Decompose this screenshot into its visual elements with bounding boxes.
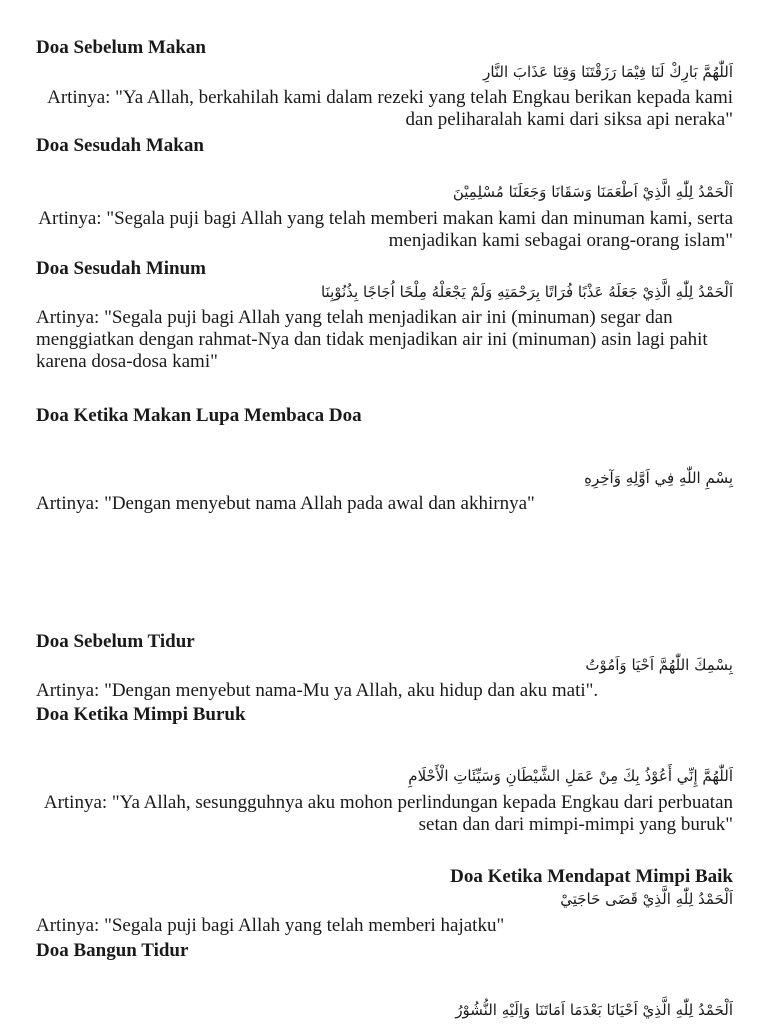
heading-doa-lupa-membaca-doa: Doa Ketika Makan Lupa Membaca Doa	[36, 405, 362, 426]
arabic-doa-bangun-tidur: اَلْحَمْدُ لِلّٰهِ الَّذِيْ اَحْيَانَا بَعْدَمَا اَمَاتَنَا وَاِلَيْهِ النُّشُوْرُ	[455, 1001, 733, 1019]
translation-doa-mimpi-baik: Artinya: "Segala puji bagi Allah yang telah memberi hajatku"	[36, 915, 505, 936]
arabic-doa-lupa-membaca-doa: بِسْمِ اللّٰهِ فِي اَوَّلِهِ وَآخِرِهِ	[584, 469, 733, 487]
heading-doa-bangun-tidur: Doa Bangun Tidur	[36, 940, 189, 961]
arabic-doa-sebelum-makan: اَللّٰهُمَّ بَارِكْ لَنَا فِيْمَا رَزَقْتَنَا وَقِنَا عَذَابَ النَّارِ	[483, 63, 733, 81]
translation-doa-sesudah-minum: Artinya: "Segala puji bagi Allah yang telah menjadikan air ini (minuman) segar dan menggiatkan dengan rahmat-Nya dan tidak menjadikan air ini (minuman) asin lagi pahit karena dosa-dosa kami"	[36, 307, 708, 372]
heading-doa-mimpi-baik: Doa Ketika Mendapat Mimpi Baik	[450, 866, 733, 887]
heading-doa-mimpi-buruk: Doa Ketika Mimpi Buruk	[36, 704, 246, 725]
translation-doa-sesudah-makan: Artinya: "Segala puji bagi Allah yang telah memberi makan kami dan minuman kami, serta menjadikan kami sebagai orang-orang islam"	[38, 208, 733, 251]
translation-doa-sebelum-makan: Artinya: "Ya Allah, berkahilah kami dalam rezeki yang telah Engkau berikan kepada kami dan peliharalah kami dari siksa api neraka"	[47, 87, 733, 130]
translation-doa-lupa-membaca-doa: Artinya: "Dengan menyebut nama Allah pada awal dan akhirnya"	[36, 493, 535, 514]
arabic-doa-sesudah-makan: اَلْحَمْدُ لِلّٰهِ الَّذِيْ اَطْعَمَنَا وَسَقَانَا وَجَعَلَنَا مُسْلِمِيْنَ	[452, 183, 733, 201]
arabic-doa-sebelum-tidur: بِسْمِكَ اللّٰهُمَّ اَحْيَا وَاَمُوْتُ	[585, 656, 733, 674]
arabic-doa-mimpi-buruk: اَللّٰهُمَّ إِنِّي أَعُوْذُ بِكَ مِنْ عَمَلِ الشَّيْطَانِ وَسَيِّئَاتِ الْأَحْلَامِ	[408, 767, 733, 785]
heading-doa-sebelum-tidur: Doa Sebelum Tidur	[36, 631, 195, 652]
heading-doa-sesudah-makan: Doa Sesudah Makan	[36, 135, 204, 156]
heading-doa-sesudah-minum: Doa Sesudah Minum	[36, 258, 206, 279]
arabic-doa-mimpi-baik: اَلْحَمْدُ لِلّٰهِ الَّذِيْ قَضَى حَاجَتِيْ	[560, 890, 733, 908]
heading-doa-sebelum-makan: Doa Sebelum Makan	[36, 37, 206, 58]
translation-doa-mimpi-buruk: Artinya: "Ya Allah, sesungguhnya aku mohon perlindungan kepada Engkau dari perbuatan setan dan dari mimpi-mimpi yang buruk"	[43, 792, 733, 835]
translation-doa-sebelum-tidur: Artinya: "Dengan menyebut nama-Mu ya Allah, aku hidup dan aku mati".	[36, 680, 599, 701]
arabic-doa-sesudah-minum: اَلْحَمْدُ لِلّٰهِ الَّذِيْ جَعَلَهُ عَذْبًا فُرَاتًا بِرَحْمَتِهِ وَلَمْ يَجْعَلْهُ مِلْحًا اُجَاجًا بِذُنُوْبِنَا	[320, 283, 733, 301]
